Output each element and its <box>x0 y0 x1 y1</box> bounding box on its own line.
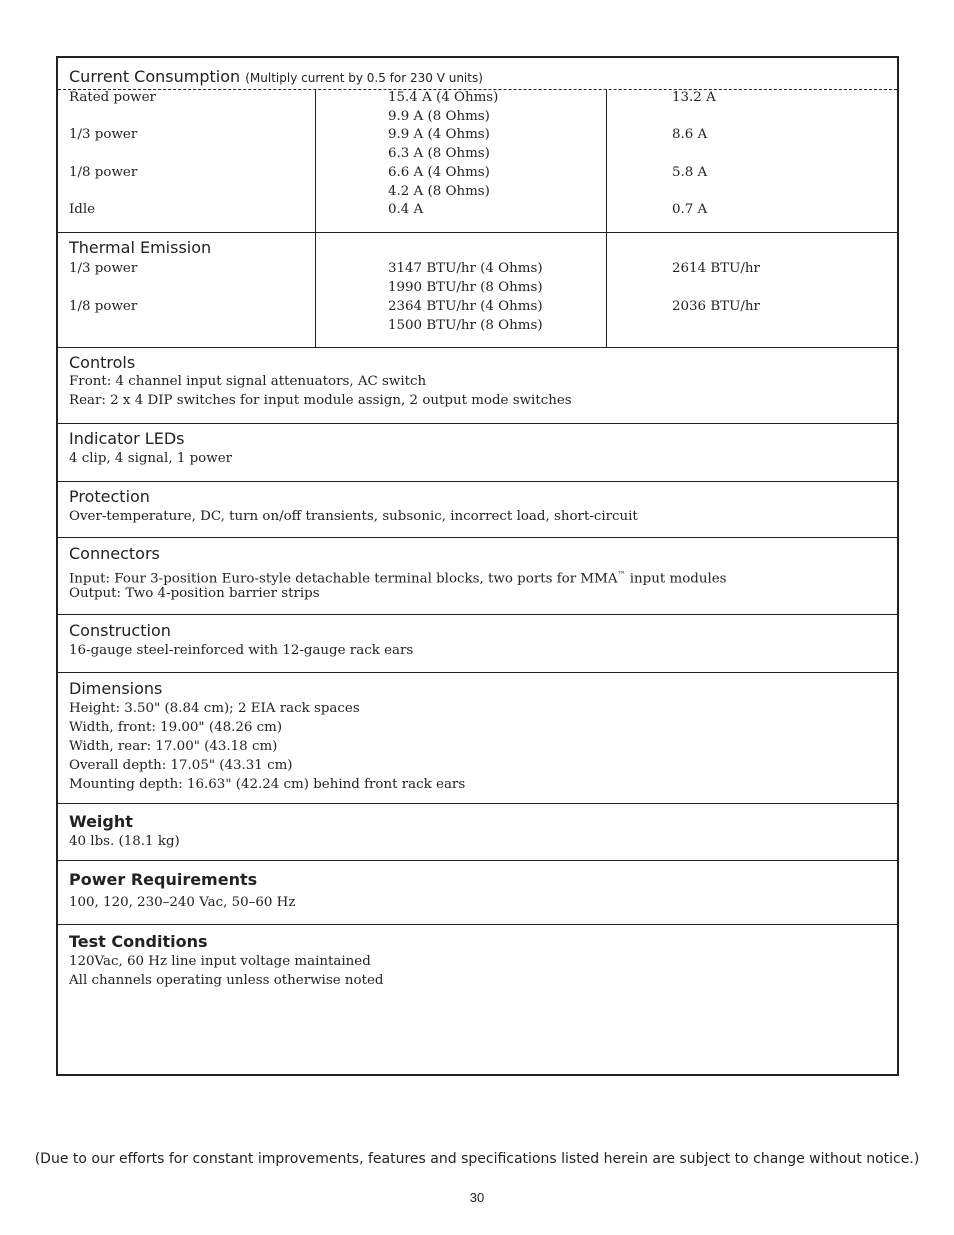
power-requirements-title: Power Requirements <box>69 870 258 889</box>
current-consumption-note: (Multiply current by 0.5 for 230 V units) <box>245 71 483 85</box>
dimensions-line: Overall depth: 17.05" (43.31 cm) <box>69 758 293 773</box>
cc-row-label: 1/8 power <box>69 165 138 180</box>
protection-title: Protection <box>69 487 150 506</box>
disclaimer-note: (Due to our efforts for constant improvements, features and specifications listed herein are subject to change without notice.) <box>34 1151 920 1167</box>
controls-line: Front: 4 channel input signal attenuators, AC switch <box>69 374 427 389</box>
protection-line: Over-temperature, DC, turn on/off transients, subsonic, incorrect load, short-circuit <box>69 509 638 524</box>
cc-row-value: 13.2 A <box>672 90 716 105</box>
cc-row-value: 5.8 A <box>672 165 708 180</box>
weight-title: Weight <box>69 812 133 831</box>
cc-row-value: 8.6 A <box>672 127 708 142</box>
page-number: 30 <box>469 1190 485 1205</box>
connectors-line-output: Output: Two 4-position barrier strips <box>69 586 320 601</box>
test-conditions-line: 120Vac, 60 Hz line input voltage maintained <box>69 954 371 969</box>
te-row-value: 2364 BTU/hr (4 Ohms) <box>388 299 543 314</box>
connectors-input-suffix: input modules <box>625 571 727 587</box>
cc-row-label: Idle <box>69 202 96 217</box>
dimensions-title: Dimensions <box>69 679 163 698</box>
controls-title: Controls <box>69 353 136 372</box>
cc-row-value: 6.6 A (4 Ohms) <box>388 165 490 180</box>
power-requirements-section <box>58 860 897 923</box>
cc-row-value: 0.4 A <box>388 202 424 217</box>
te-row-value: 1990 BTU/hr (8 Ohms) <box>388 280 543 295</box>
column-divider-2 <box>606 233 607 347</box>
te-row-label: 1/8 power <box>69 299 138 314</box>
cc-row-value: 9.9 A (4 Ohms) <box>388 127 490 142</box>
dimensions-line: Width, rear: 17.00" (43.18 cm) <box>69 739 278 754</box>
construction-section <box>58 614 897 672</box>
dimensions-line: Width, front: 19.00" (48.26 cm) <box>69 720 283 735</box>
te-row-value: 1500 BTU/hr (8 Ohms) <box>388 318 543 333</box>
protection-section <box>58 481 897 537</box>
column-divider-1 <box>315 90 316 232</box>
power-requirements-line: 100, 120, 230–240 Vac, 50–60 Hz <box>69 895 296 910</box>
indicator-leds-line: 4 clip, 4 signal, 1 power <box>69 451 233 466</box>
cc-row-value: 6.3 A (8 Ohms) <box>388 146 490 161</box>
cc-row-value: 0.7 A <box>672 202 708 217</box>
column-divider-1 <box>315 233 316 347</box>
cc-row-value: 15.4 A (4 Ohms) <box>388 90 499 105</box>
current-consumption-section <box>58 58 897 232</box>
test-conditions-section <box>58 924 897 1075</box>
dimensions-line: Mounting depth: 16.63" (42.24 cm) behind front rack ears <box>69 777 466 792</box>
te-row-value: 3147 BTU/hr (4 Ohms) <box>388 261 543 276</box>
connectors-input-text: Input: Four 3-position Euro-style detachable terminal blocks, two ports for MMA <box>69 571 618 587</box>
connectors-title: Connectors <box>69 544 160 563</box>
spec-table <box>56 56 899 1076</box>
current-consumption-title <box>69 67 483 86</box>
cc-row-label: Rated power <box>69 90 156 105</box>
dimensions-line: Height: 3.50" (8.84 cm); 2 EIA rack spaces <box>69 701 360 716</box>
dimensions-section <box>58 672 897 803</box>
weight-line: 40 lbs. (18.1 kg) <box>69 834 180 849</box>
te-row-label: 1/3 power <box>69 261 138 276</box>
cc-row-value: 4.2 A (8 Ohms) <box>388 184 490 199</box>
thermal-emission-section <box>58 232 897 347</box>
construction-line: 16-gauge steel-reinforced with 12-gauge rack ears <box>69 643 414 658</box>
trademark-symbol: ™ <box>617 570 626 579</box>
te-row-value: 2036 BTU/hr <box>672 299 760 314</box>
indicator-leds-title: Indicator LEDs <box>69 429 185 448</box>
cc-row-label: 1/3 power <box>69 127 138 142</box>
current-consumption-heading: Current Consumption <box>69 67 241 86</box>
controls-line: Rear: 2 x 4 DIP switches for input module assign, 2 output mode switches <box>69 393 572 408</box>
controls-section <box>58 347 897 423</box>
thermal-emission-title: Thermal Emission <box>69 238 212 257</box>
construction-title: Construction <box>69 621 171 640</box>
cc-row-value: 9.9 A (8 Ohms) <box>388 109 490 124</box>
indicator-leds-section <box>58 423 897 481</box>
test-conditions-title: Test Conditions <box>69 932 208 951</box>
weight-section <box>58 803 897 860</box>
test-conditions-line: All channels operating unless otherwise noted <box>69 973 384 988</box>
connectors-section <box>58 537 897 614</box>
column-divider-2 <box>606 90 607 232</box>
te-row-value: 2614 BTU/hr <box>672 261 760 276</box>
